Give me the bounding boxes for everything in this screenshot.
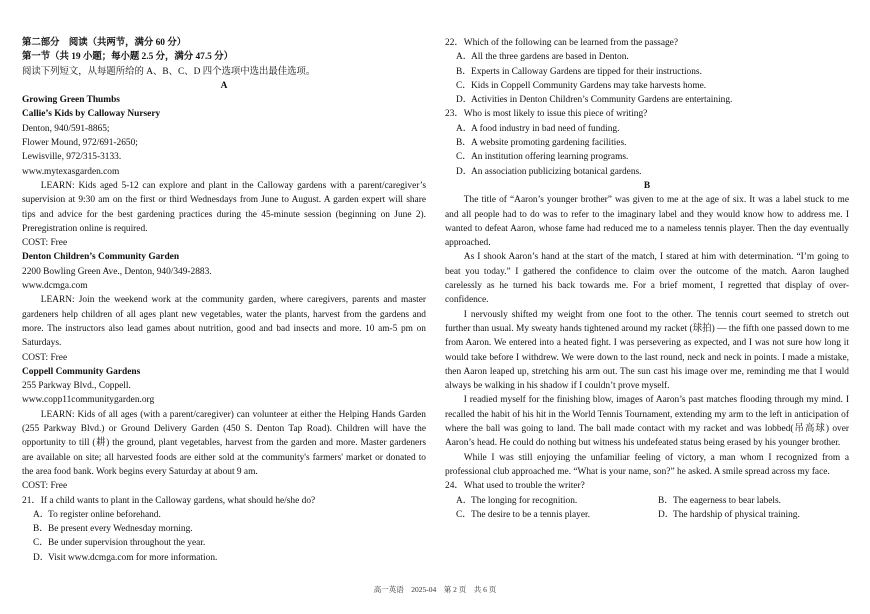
passage-a-title: Growing Green Thumbs	[22, 95, 120, 106]
passage-b-paragraph: I readied myself for the finishing blow, images of Aaron’s past matches flooding through my mind. I recalled the habit of his hit in the World Tennis Tournament, extending my arm to the left in anticipation of where the ball was going to land. The ball made contact with my racket and was lobbed(吊高球) over Aaron’s head. He could do nothing but witness his undefeated status being erased by his younger brother.	[445, 395, 849, 449]
option-key: B．	[456, 138, 472, 149]
org1-body: LEARN: Kids aged 5-12 can explore and plant in the Calloway gardens with a parent/caregiver’s supervision at 9:30 am on the first or third Wednesdays from June to August. A garden expert will share tips and advice for the best gardening practices during the 45-minute session (beginning on June 2). Preregistration online is required.	[22, 180, 426, 234]
right-column	[445, 36, 849, 522]
option-key: A．	[456, 123, 473, 134]
option-key: B．	[33, 524, 49, 535]
q21-option-c[interactable]	[22, 536, 426, 550]
org1-name: Callie’s Kids by Calloway Nursery	[22, 109, 161, 120]
option-text: Be under supervision throughout the year.	[48, 538, 206, 549]
option-key: C．	[456, 80, 472, 91]
option-text: A food industry in bad need of funding.	[471, 123, 620, 134]
org3-name: Coppell Community Gardens	[22, 366, 141, 377]
org1-cost: COST: Free	[22, 238, 68, 249]
org2-cost: COST: Free	[22, 352, 68, 363]
option-text: Activities in Denton Children’s Community Gardens are entertaining.	[471, 95, 733, 106]
q22-option-b[interactable]	[445, 65, 849, 79]
option-text: Experts in Calloway Gardens are tipped for their instructions.	[471, 66, 702, 77]
option-text: An institution offering learning programs.	[471, 152, 629, 163]
q21-stem: 21．If a child wants to plant in the Calloway gardens, what should he/she do?	[22, 495, 316, 506]
passage-a-label: A	[220, 80, 228, 91]
instruction: 阅读下列短文，从每题所给的 A、B、C、D 四个选项中选出最佳选项。	[22, 66, 316, 77]
option-key: C．	[456, 509, 472, 520]
org3-website: www.copp11communitygarden.org	[22, 395, 155, 406]
passage-b-paragraph: The title of “Aaron’s younger brother” was given to me at the age of six. It was a label stuck to me and all people had to do was to refer to the imaginary label and they would know how to address me. I wanted to defeat Aaron, whose fame had reduced me to a nameless tennis player. Then the day eventually approached.	[445, 195, 849, 249]
section-header: 第一节（共 19 小题；每小题 2.5 分，满分 47.5 分）	[22, 52, 233, 63]
option-key: D．	[456, 95, 473, 106]
passage-b-paragraph: While I was still enjoying the unfamiliar feeling of victory, a man whom I recognized from a professional club approached me. “What is your name, son?” he asked. A smile spread across my face.	[445, 452, 849, 477]
passage-b-label: B	[643, 180, 651, 191]
q23-option-b[interactable]	[445, 136, 849, 150]
passage-b-paragraph: I nervously shifted my weight from one foot to the other. The tennis court seemed to stretch out further than usual. My sweaty hands tightened around my racket (球拍) — the fifth one passed down to me from Aaron. We entered into a heated fight. I was persevering as expected, and I was not sure how long it would take before I withdrew. We were down to the last round, neck and neck in points. I made a mistake, then Aaron leaped up, stretching his arm out. The sun cast his image over me, reminding me that I would always be walking in his shadow if I couldn’t prove myself.	[445, 309, 849, 392]
option-text: Be present every Wednesday morning.	[48, 524, 193, 535]
option-key: A．	[456, 495, 473, 506]
option-text: The longing for recognition.	[471, 495, 578, 506]
q21-option-b[interactable]	[22, 522, 426, 536]
option-text: A website promoting gardening facilities.	[471, 138, 627, 149]
option-key: D．	[456, 166, 473, 177]
org2-line: 2200 Bowling Green Ave., Denton, 940/349-2883.	[22, 266, 212, 277]
q23-option-c[interactable]	[445, 150, 849, 164]
option-key: B．	[456, 66, 472, 77]
org1-website: www.mytexasgarden.com	[22, 166, 120, 177]
org1-line: Denton, 940/591-8865;	[22, 123, 110, 134]
option-text: The hardship of physical training.	[673, 509, 800, 520]
q22-option-a[interactable]	[445, 50, 849, 64]
option-key: D．	[33, 552, 50, 563]
option-key: D．	[658, 509, 675, 520]
org2-body: LEARN: Join the weekend work at the community garden, where caregivers, parents and master gardeners help children of all ages plant new vegetables, water the plants, harvest from the gardens and more. The instructors also lead games about nutrition, good and bad insects and more. 10 am-5 pm on Saturdays.	[22, 295, 426, 349]
q23-stem: 23．Who is most likely to issue this piece of writing?	[445, 109, 648, 120]
q23-option-d[interactable]	[445, 165, 849, 179]
q24-options-row	[445, 494, 849, 508]
q21-option-a[interactable]	[22, 508, 426, 522]
q23-option-a[interactable]	[445, 122, 849, 136]
org2-name: Denton Children’s Community Garden	[22, 252, 180, 263]
q22-option-c[interactable]	[445, 79, 849, 93]
option-text: The desire to be a tennis player.	[471, 509, 590, 520]
q22-option-d[interactable]	[445, 93, 849, 107]
q24-option-d[interactable]	[647, 508, 849, 522]
option-key: C．	[456, 152, 472, 163]
org1-line: Flower Mound, 972/691-2650;	[22, 138, 138, 149]
option-text: To register online beforehand.	[48, 509, 161, 520]
q24-options-row	[445, 508, 849, 522]
q21-option-d[interactable]	[22, 551, 426, 565]
part-header: 第二部分 阅读（共两节，满分 60 分）	[22, 38, 187, 48]
option-key: A．	[456, 52, 473, 63]
org3-line: 255 Parkway Blvd., Coppell.	[22, 381, 131, 392]
option-text: The eagerness to bear labels.	[673, 495, 782, 506]
org1-line: Lewisville, 972/315-3133.	[22, 152, 122, 163]
option-text: All the three gardens are based in Denton.	[471, 52, 629, 63]
option-key: B．	[658, 495, 674, 506]
q24-option-b[interactable]	[647, 494, 849, 508]
org3-body: LEARN: Kids of all ages (with a parent/caregiver) can volunteer at either the Helping Hands Garden (255 Parkway Blvd.) or Ground Delivery Garden (450 S. Denton Tap Road). Children will have the opportunity to till (耕) the ground, plant vegetables, harvest from the garden and more. Master gardeners are available on site; all harvested foods are either sold at the community's farmers' market or donated to the area food bank. Work begins every Saturday at about 9 am.	[22, 409, 426, 477]
org3-cost: COST: Free	[22, 481, 68, 492]
q24-option-a[interactable]	[445, 494, 647, 508]
option-text: Visit www.dcmga.com for more information.	[48, 552, 218, 563]
q24-stem: 24．What used to trouble the writer?	[445, 481, 585, 492]
passage-b-paragraph: As I shook Aaron’s hand at the start of the match, I stared at him with determination. “I’m going to beat you today.” I gathered the confidence to claim over the outcome of the match. Aaron laughed carelessly as he turned his back towards me. For a brief moment, I regretted that display of over-confidence.	[445, 252, 849, 306]
q22-stem: 22．Which of the following can be learned from the passage?	[445, 38, 678, 48]
page-footer: 高一英语 2025-04 第 2 页 共 6 页	[373, 585, 497, 594]
q24-option-c[interactable]	[445, 508, 647, 522]
option-key: A．	[33, 509, 50, 520]
option-text: An association publicizing botanical gardens.	[471, 166, 642, 177]
option-text: Kids in Coppell Community Gardens may take harvests home.	[471, 80, 707, 91]
org2-website: www.dcmga.com	[22, 281, 88, 292]
left-column	[22, 36, 426, 565]
option-key: C．	[33, 538, 49, 549]
